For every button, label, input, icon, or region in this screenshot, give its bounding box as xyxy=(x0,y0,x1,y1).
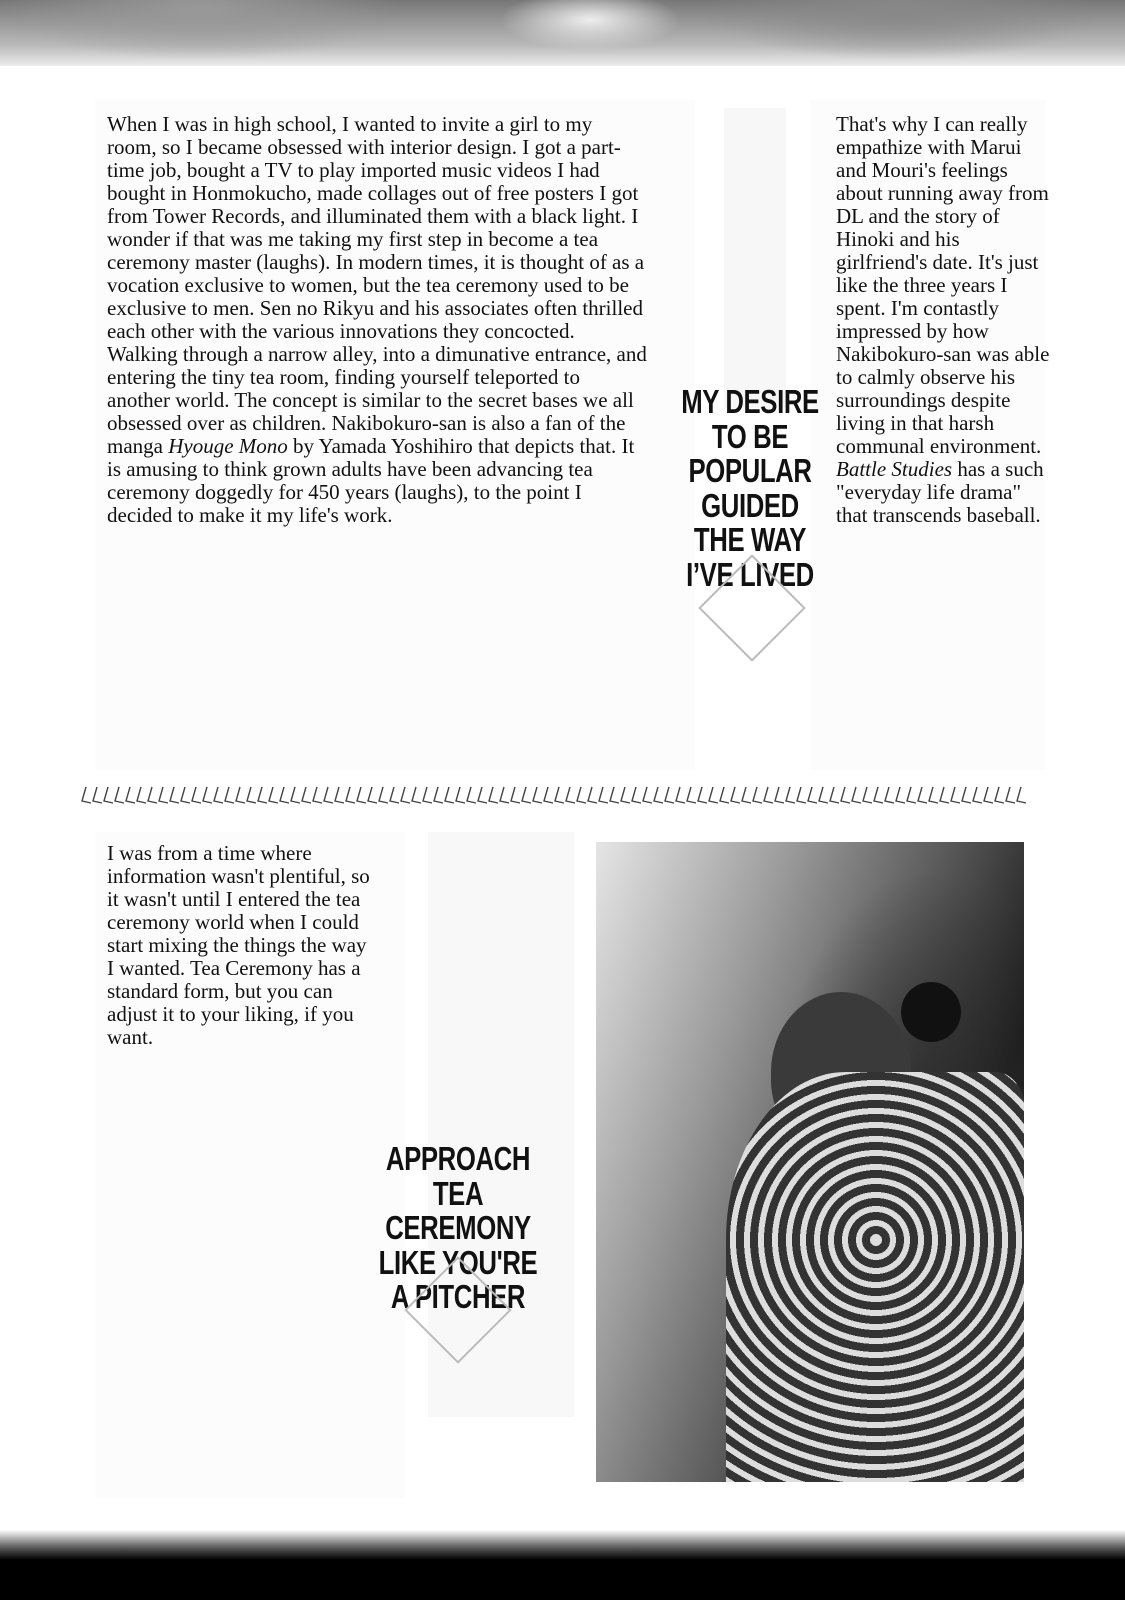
stitch xyxy=(82,787,91,803)
stitch xyxy=(962,787,971,803)
stitch xyxy=(764,787,773,803)
stitch xyxy=(346,787,355,803)
stitch xyxy=(148,787,157,803)
stitch xyxy=(841,787,850,803)
stitch xyxy=(687,787,696,803)
stitch xyxy=(874,787,883,803)
headline-line: TEA CEREMONY xyxy=(385,1174,531,1246)
headline-line: TO BE xyxy=(711,417,789,455)
stitch xyxy=(489,787,498,803)
article-text-lower: I was from a time where information wasn't plentiful, so it wasn't until I entered the tea ceremony world when I could start mixing the things the way I wanted. Tea Ceremony has a standard form, but you can adjust it to your liking, if you want. xyxy=(107,841,370,1049)
portrait-photo xyxy=(596,842,1024,1482)
stitch xyxy=(170,787,179,803)
stitch xyxy=(247,787,256,803)
stitch xyxy=(1006,787,1015,803)
stitch xyxy=(918,787,927,803)
stitch xyxy=(951,787,960,803)
baseball-stitch-divider xyxy=(80,784,1030,806)
stitch xyxy=(379,787,388,803)
stitch xyxy=(742,787,751,803)
stitch xyxy=(456,787,465,803)
article-text-left: When I was in high school, I wanted to invite a girl to my room, so I became obsessed with interior design. I got a part-time job, bought a TV to play imported music videos I had bought in Honmokucho, made collages out of free posters I got from Tower Records, and illuminated them with a black light. I wonder if that was me taking my first step in become a tea ceremony master (laughs). In modern times, it is thought of as a vocation exclusive to women, but the tea ceremony used to be exclusive to men. Sen no Rikyu and his associates often thrilled each other with the various innovations they concocted. Walking through a narrow alley, into a dimunative entrance, and entering the tiny tea room, finding yourself teleported to another world. The concept is similar to the secret bases we all obsessed over as children. Nakibokuro-san is also a fan of the manga Hyouge Mono by Yamada Yoshihiro that depicts that. It is amusing to think grown adults have been advancing tea ceremony doggedly for 450 years (laughs), to the point I decided to make it my life's work. xyxy=(107,112,647,527)
stitch xyxy=(236,787,245,803)
stitch xyxy=(335,787,344,803)
stitch xyxy=(533,787,542,803)
stitch xyxy=(93,787,102,803)
stitch xyxy=(577,787,586,803)
stitch xyxy=(786,787,795,803)
stitch xyxy=(478,787,487,803)
stitch xyxy=(610,787,619,803)
stitch xyxy=(753,787,762,803)
stitch xyxy=(258,787,267,803)
stitch xyxy=(423,787,432,803)
stitch xyxy=(1017,787,1026,803)
headline-line: A PITCHER xyxy=(390,1278,526,1315)
stitch xyxy=(808,787,817,803)
headline-line: THE WAY xyxy=(693,521,807,558)
stitch xyxy=(665,787,674,803)
stitch xyxy=(566,787,575,803)
stitch xyxy=(159,787,168,803)
stitch xyxy=(599,787,608,803)
stitch xyxy=(929,787,938,803)
stitch xyxy=(588,787,597,803)
stitch xyxy=(511,787,520,803)
top-texture-band xyxy=(0,0,1125,66)
stitch xyxy=(357,787,366,803)
stitch xyxy=(291,787,300,803)
stitch xyxy=(819,787,828,803)
stitch xyxy=(302,787,311,803)
stitch xyxy=(214,787,223,803)
stitch xyxy=(643,787,652,803)
stitch xyxy=(500,787,509,803)
stitch xyxy=(698,787,707,803)
stitch xyxy=(445,787,454,803)
stitch xyxy=(775,787,784,803)
stitch xyxy=(368,787,377,803)
stitch xyxy=(973,787,982,803)
stitch xyxy=(907,787,916,803)
stitch xyxy=(709,787,718,803)
headline-line: LIKE YOU'RE xyxy=(378,1243,538,1281)
stitch xyxy=(544,787,553,803)
stitch xyxy=(313,787,322,803)
stitch xyxy=(390,787,399,803)
headline-line: GUIDED xyxy=(701,486,799,524)
stitch xyxy=(830,787,839,803)
stitch xyxy=(203,787,212,803)
stitch xyxy=(654,787,663,803)
stitch xyxy=(280,787,289,803)
stitch xyxy=(720,787,729,803)
article-text-right: That's why I can really empathize with Marui and Mouri's feelings about running away from DL and the story of Hinoki and his girlfriend's date. It's just like the three years I spent. I'm contastly impressed by how Nakibokuro-san was able to calmly observe his surroundings despite living in that harsh communal environment. Battle Studies has a such "everyday life drama" that transcends baseball. xyxy=(836,112,1050,527)
headline-panel xyxy=(724,108,786,408)
stitch xyxy=(115,787,124,803)
stitch xyxy=(225,787,234,803)
headline-line: POPULAR xyxy=(688,452,812,489)
stitch xyxy=(181,787,190,803)
headline-line: MY DESIRE xyxy=(681,383,819,420)
stitch xyxy=(324,787,333,803)
stitch xyxy=(104,787,113,803)
stitch xyxy=(126,787,135,803)
bottom-texture-band xyxy=(0,1530,1125,1600)
headline-line: APPROACH xyxy=(385,1140,531,1177)
stitch xyxy=(555,787,564,803)
stitch xyxy=(940,787,949,803)
stitch xyxy=(434,787,443,803)
stitch xyxy=(984,787,993,803)
stitch xyxy=(676,787,685,803)
stitch xyxy=(401,787,410,803)
stitch xyxy=(852,787,861,803)
stitch xyxy=(863,787,872,803)
stitch xyxy=(137,787,146,803)
stitch xyxy=(885,787,894,803)
stitch xyxy=(192,787,201,803)
stitch xyxy=(621,787,630,803)
stitch xyxy=(995,787,1004,803)
stitch xyxy=(896,787,905,803)
stitch xyxy=(797,787,806,803)
stitch xyxy=(467,787,476,803)
stitch xyxy=(522,787,531,803)
stitch xyxy=(731,787,740,803)
stitch xyxy=(412,787,421,803)
stitch xyxy=(269,787,278,803)
stitch xyxy=(632,787,641,803)
headline-line: I’VE LIVED xyxy=(686,555,814,593)
